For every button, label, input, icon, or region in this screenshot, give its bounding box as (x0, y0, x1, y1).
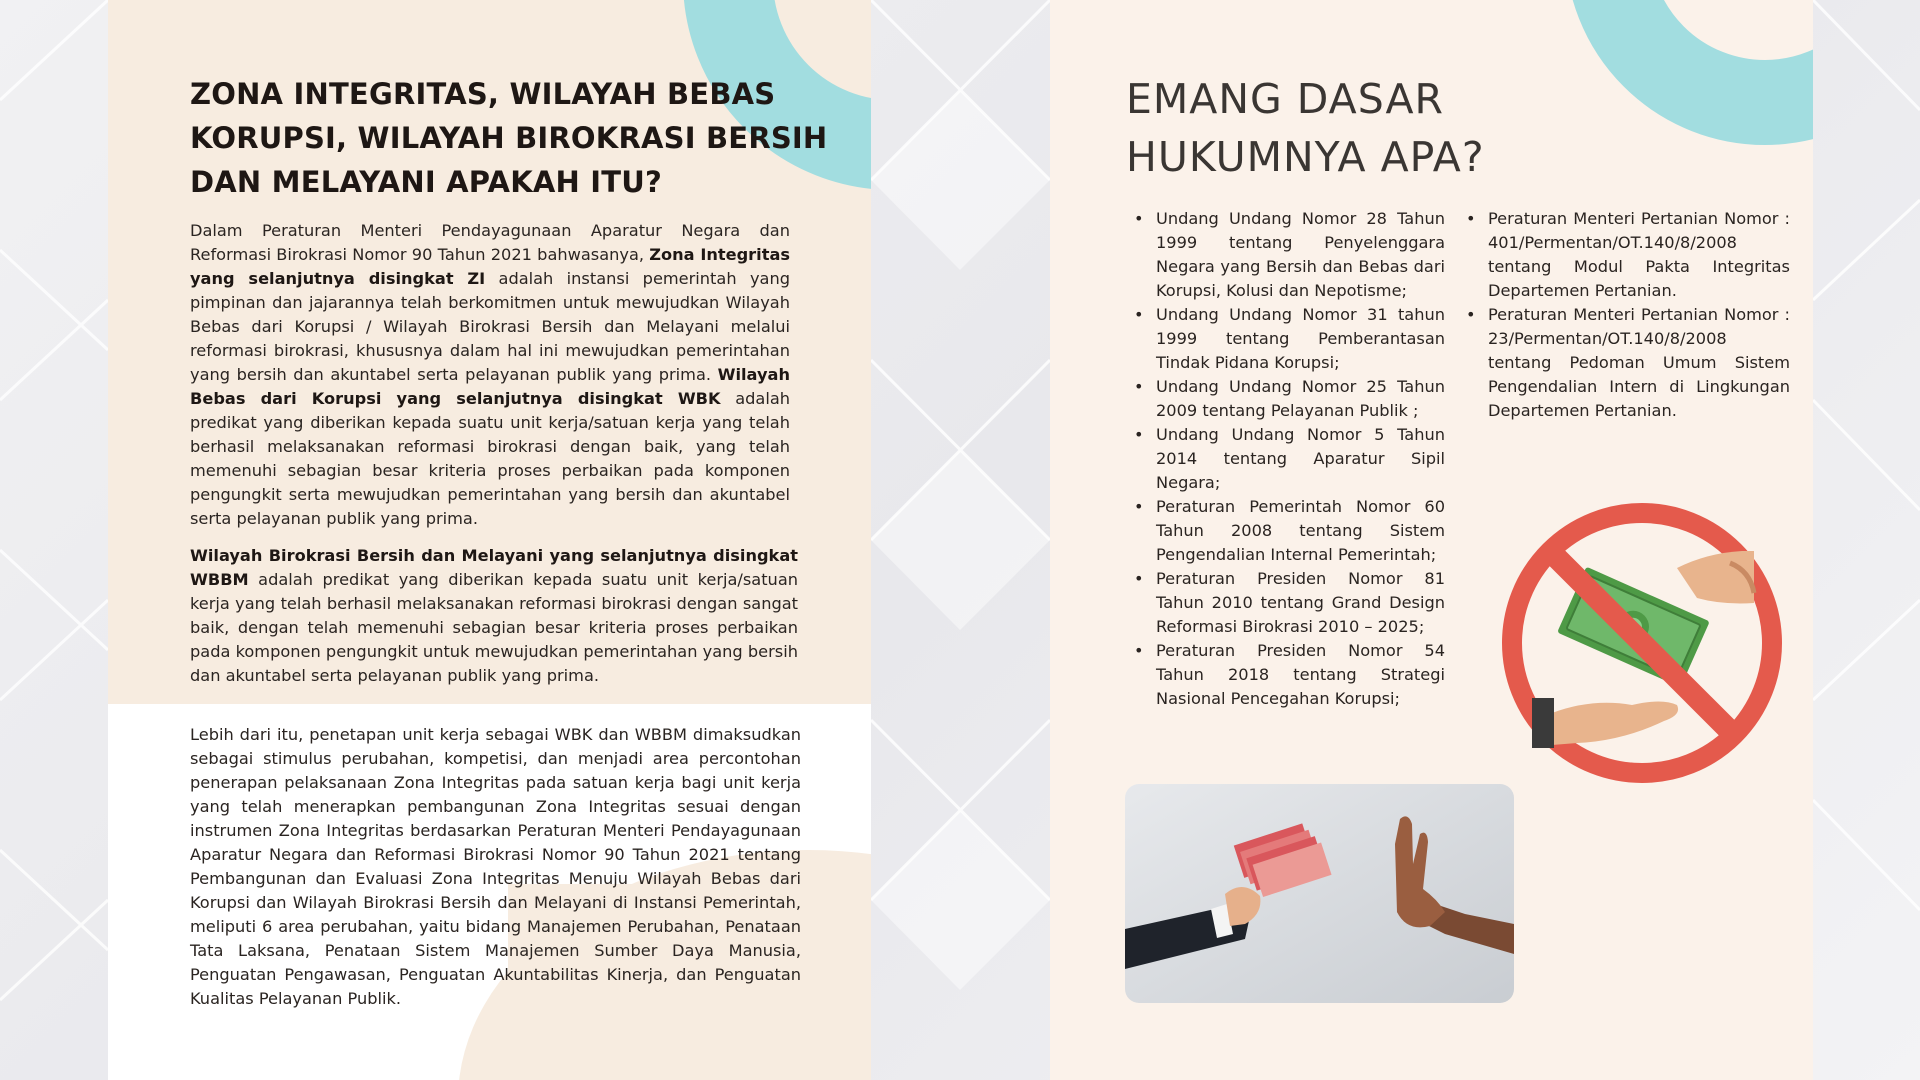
paragraph-zi-wbk (190, 219, 790, 531)
paragraph-wbbm (190, 544, 798, 688)
title-line-1: EMANG DASAR (1126, 75, 1445, 123)
para1-bold-wbk: Wilayah Bebas dari Korupsi yang selanjutnya disingkat WBK (190, 365, 790, 408)
law-list-column-1 (1126, 207, 1445, 711)
law-item: • Peraturan Menteri Pertanian Nomor : 23/Permentan/OT.140/8/2008 tentang Pedoman Umum Sistem Pengendalian Intern di Lingkungan Departemen Pertanian. (1488, 303, 1790, 423)
page-title-right (1126, 70, 1546, 186)
para1-text-1: Dalam Peraturan Menteri Pendayagunaan Aparatur Negara dan Reformasi Birokrasi Nomor 90 Tahun 2021 bahwasanya, (190, 221, 790, 264)
law-item: • Peraturan Presiden Nomor 54 Tahun 2018 tentang Strategi Nasional Pencegahan Korupsi; (1156, 639, 1445, 711)
no-bribery-icon (1492, 493, 1792, 793)
para2-text-1: adalah predikat yang diberikan kepada suatu unit kerja/satuan kerja yang telah berhasil melaksanakan reformasi birokrasi dengan sangat baik, dengan telah memenuhi sebagian besar kriteria proses perbaikan pada komponen pengungkit untuk mewujudkan pemerintahan yang bersih dan akuntabel serta pelayanan publik yang prima. (190, 570, 798, 685)
para2-bold-wbbm: Wilayah Birokrasi Bersih dan Melayani yang selanjutnya disingkat WBBM (190, 546, 798, 589)
law-list-column-2 (1458, 207, 1790, 423)
law-item: • Undang Undang Nomor 25 Tahun 2009 tentang Pelayanan Publik ; (1156, 375, 1445, 423)
law-item: • Peraturan Pemerintah Nomor 60 Tahun 2008 tentang Sistem Pengendalian Internal Pemerintah; (1156, 495, 1445, 567)
left-page (108, 0, 871, 1080)
law-item: • Undang Undang Nomor 28 Tahun 1999 tentang Penyelenggara Negara yang Bersih dan Bebas dari Korupsi, Kolusi dan Nepotisme; (1156, 207, 1445, 303)
law-item: • Peraturan Menteri Pertanian Nomor : 401/Permentan/OT.140/8/2008 tentang Modul Pakta Integritas Departemen Pertanian. (1488, 207, 1790, 303)
title-line-2: HUKUMNYA APA? (1126, 133, 1485, 181)
teal-ring-decoration-right (1565, 0, 1813, 145)
law-item: • Undang Undang Nomor 5 Tahun 2014 tentang Aparatur Sipil Negara; (1156, 423, 1445, 495)
para1-text-2: adalah instansi pemerintah yang pimpinan dan jajarannya telah berkomitmen untuk mewujudkan Wilayah Bebas dari Korupsi / Wilayah Birokrasi Bersih dan Melayani melalui reformasi birokrasi, khususnya dalam hal ini mewujudkan pemerintahan yang bersih dan akuntabel serta pelayanan publik yang prima. (190, 269, 790, 384)
bribe-refusal-photo (1125, 784, 1514, 1003)
right-page (1050, 0, 1813, 1080)
paragraph-stimulus: Lebih dari itu, penetapan unit kerja sebagai WBK dan WBBM dimaksudkan sebagai stimulus perubahan, kompetisi, dan menjadi area percontohan penerapan pelaksanaan Zona Integritas pada satuan kerja bagi unit kerja yang telah menerapkan pembangunan Zona Integritas sesuai dengan instrumen Zona Integritas berdasarkan Peraturan Menteri Pendayagunaan Aparatur Negara dan Reformasi Birokrasi Nomor 90 Tahun 2021 tentang Pembangunan dan Evaluasi Zona Integritas Menuju Wilayah Bebas dari Korupsi dan Wilayah Birokrasi Bersih dan Melayani di Instansi Pemerintah, meliputi 6 area perubahan, yaitu bidang Manajemen Perubahan, Penataan Tata Laksana, Penataan Sistem Manajemen Sumber Daya Manusia, Penguatan Pengawasan, Penguatan Akuntabilitas Kinerja, dan Penguatan Kualitas Pelayanan Publik. (190, 725, 801, 1008)
para1-bold-zi: Zona Integritas yang selanjutnya disingkat ZI (190, 245, 791, 288)
para1-text-3: adalah predikat yang diberikan kepada suatu unit kerja/satuan kerja yang telah berhasil melaksanakan reformasi birokrasi dengan baik, yang telah memenuhi sebagian besar kriteria proses perbaikan pada komponen pengungkit serta mewujudkan pemerintahan yang bersih dan akuntabel serta pelayanan publik yang prima. (190, 389, 790, 528)
law-item: • Undang Undang Nomor 31 tahun 1999 tentang Pemberantasan Tindak Pidana Korupsi; (1156, 303, 1445, 375)
page-title-left: ZONA INTEGRITAS, WILAYAH BEBAS KORUPSI, WILAYAH BIROKRASI BERSIH DAN MELAYANI APAKAH ITU? (190, 77, 828, 199)
law-item: • Peraturan Presiden Nomor 81 Tahun 2010 tentang Grand Design Reformasi Birokrasi 2010 – 2025; (1156, 567, 1445, 639)
